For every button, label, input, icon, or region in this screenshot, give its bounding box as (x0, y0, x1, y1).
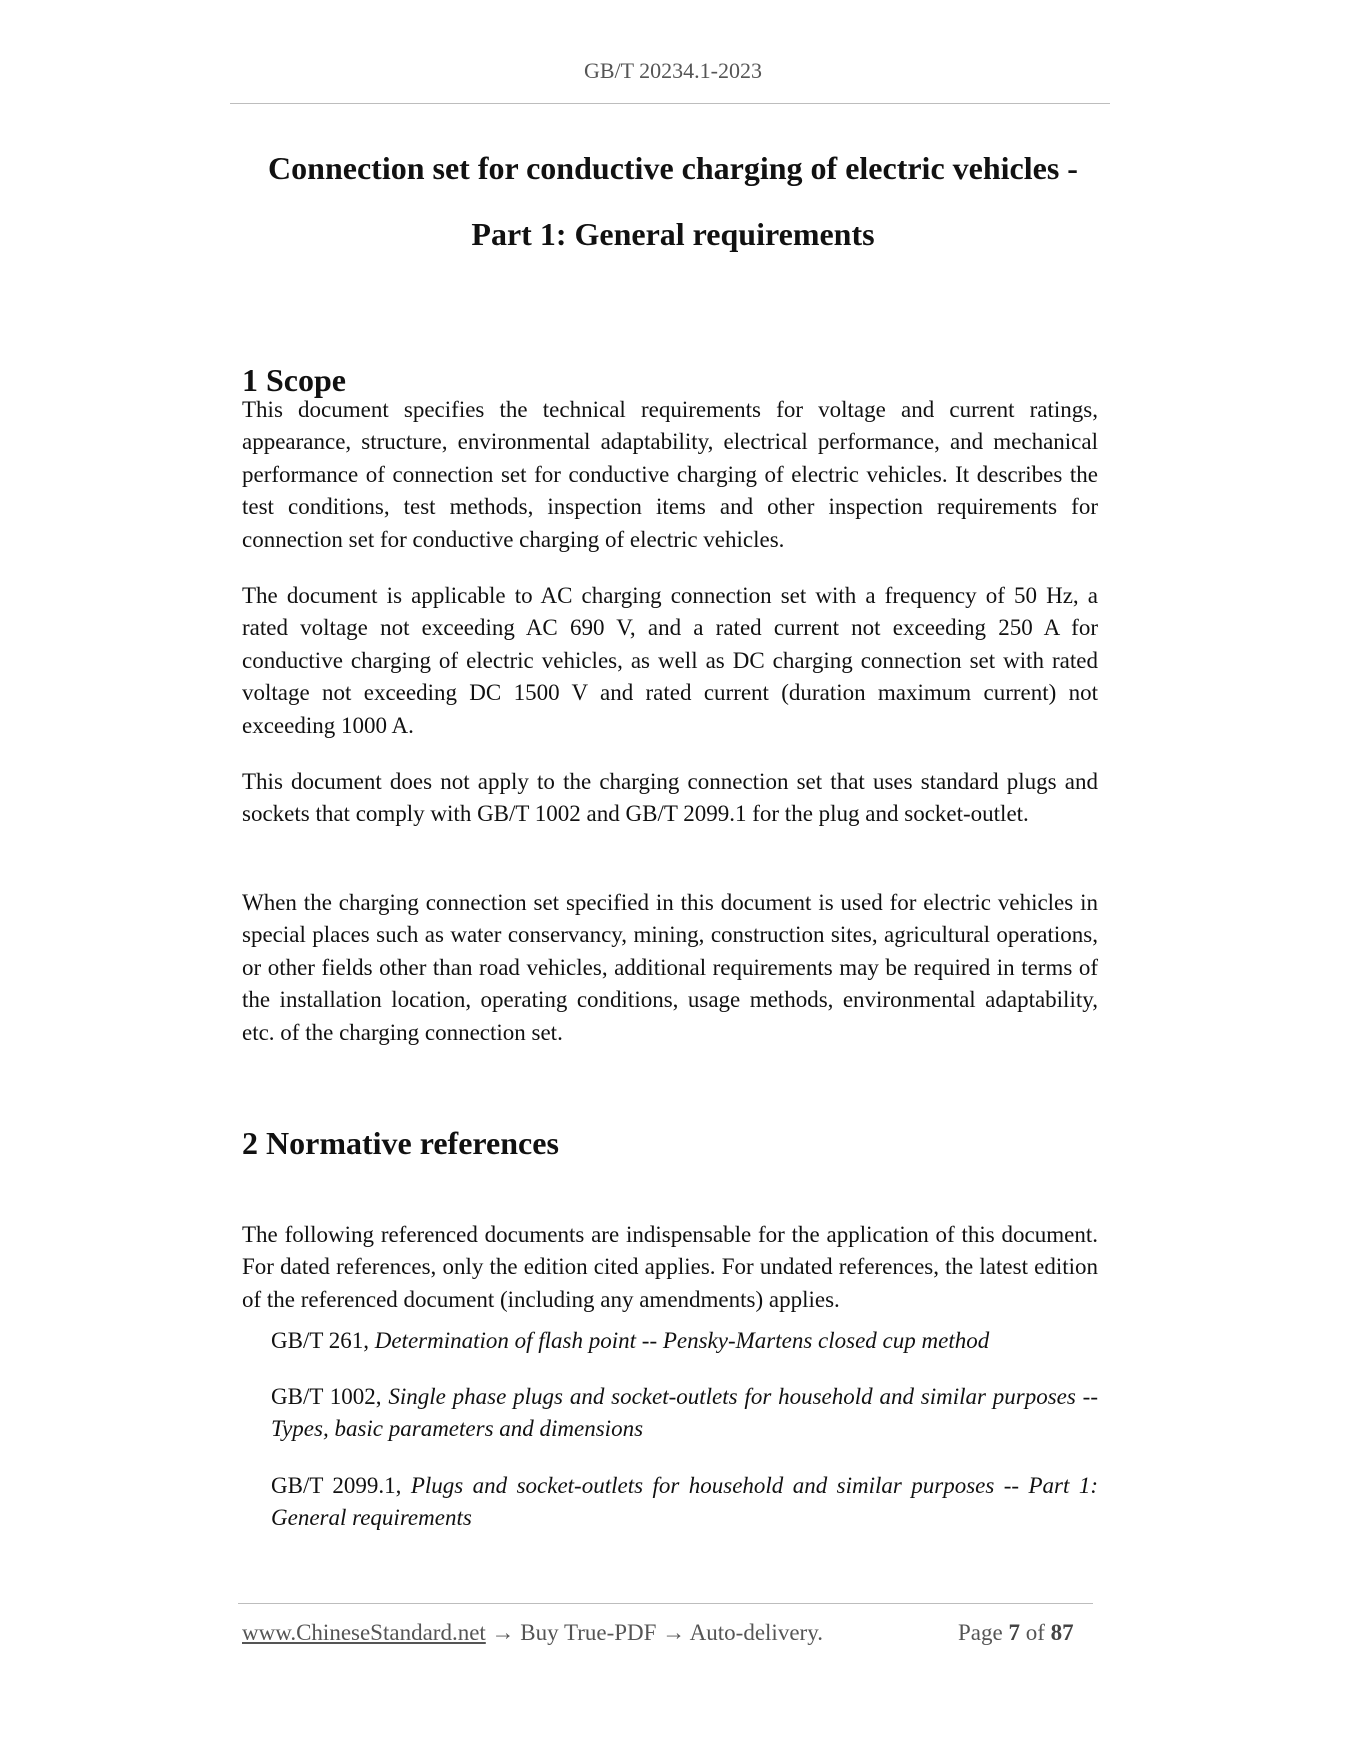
section-heading-normative-references: 2 Normative references (242, 1125, 559, 1161)
footer-promo (242, 1620, 823, 1646)
auto-delivery-text: Auto-delivery. (689, 1620, 823, 1645)
document-title-line-2: Part 1: General requirements (471, 216, 875, 252)
document-title-line-1: Connection set for conductive charging of electric vehicles - (268, 150, 1078, 186)
reference-title: Single phase plugs and socket-outlets for household and similar purposes -- Types, basic parameters and dimensions (271, 1384, 1098, 1442)
reference-title: Determination of flash point -- Pensky-Martens closed cup method (374, 1328, 990, 1353)
reference-title: Plugs and socket-outlets for household and similar purposes -- Part 1: General requirements (271, 1473, 1098, 1531)
page-header-code: GB/T 20234.1-2023 (583, 58, 763, 83)
arrow-right-icon: → (491, 1620, 515, 1645)
reference-code: GB/T 2099.1, (271, 1473, 411, 1498)
buy-true-pdf-text: Buy True-PDF (520, 1620, 657, 1645)
scope-paragraph-1: This document specifies the technical requirements for voltage and current ratings, appearance, structure, environmental adaptability, electrical performance, and mechanical performance of connection set for conductive charging of electric vehicles. It describes the test conditions, test methods, inspection items and other inspection requirements for connection set for conductive charging of electric vehicles. (242, 397, 1098, 552)
scope-paragraph-4: When the charging connection set specified in this document is used for electric vehicles in special places such as water conservancy, mining, construction sites, agricultural operations, or other fields other than road vehicles, additional requirements may be required in terms of the installation location, operating conditions, usage methods, environmental adaptability, etc. of the charging connection set. (242, 890, 1098, 1045)
reference-code: GB/T 261, (271, 1328, 375, 1353)
page-indicator (958, 1620, 1074, 1646)
total-pages: 87 (1050, 1620, 1074, 1645)
site-link[interactable]: www.ChineseStandard.net (242, 1620, 486, 1645)
reference-code: GB/T 1002, (271, 1384, 389, 1409)
reference-item (271, 1381, 1098, 1446)
scope-paragraph-3: This document does not apply to the charging connection set that uses standard plugs and sockets that comply with GB/T 1002 and GB/T 2099.1 for the plug and socket-outlet. (242, 769, 1098, 827)
document-title (200, 135, 1146, 267)
header-divider (230, 103, 1110, 104)
footer-divider (238, 1603, 1093, 1604)
of-label: of (1025, 1620, 1045, 1645)
normative-references-intro: The following referenced documents are indispensable for the application of this document. For dated references, only the edition cited applies. For undated references, the latest edition of the referenced document (including any amendments) applies. (242, 1222, 1098, 1312)
reference-item (271, 1325, 1098, 1357)
section-heading-scope: 1 Scope (242, 362, 346, 398)
reference-item (271, 1470, 1098, 1535)
page-label: Page (958, 1620, 1003, 1645)
page-number: 7 (1008, 1620, 1020, 1645)
arrow-right-icon: → (662, 1620, 686, 1645)
scope-paragraph-2: The document is applicable to AC charging connection set with a frequency of 50 Hz, a rated voltage not exceeding AC 690 V, and a rated current not exceeding 250 A for conductive charging of electric vehicles, as well as DC charging connection set with rated voltage not exceeding DC 1500 V and rated current (duration maximum current) not exceeding 1000 A. (242, 583, 1098, 738)
